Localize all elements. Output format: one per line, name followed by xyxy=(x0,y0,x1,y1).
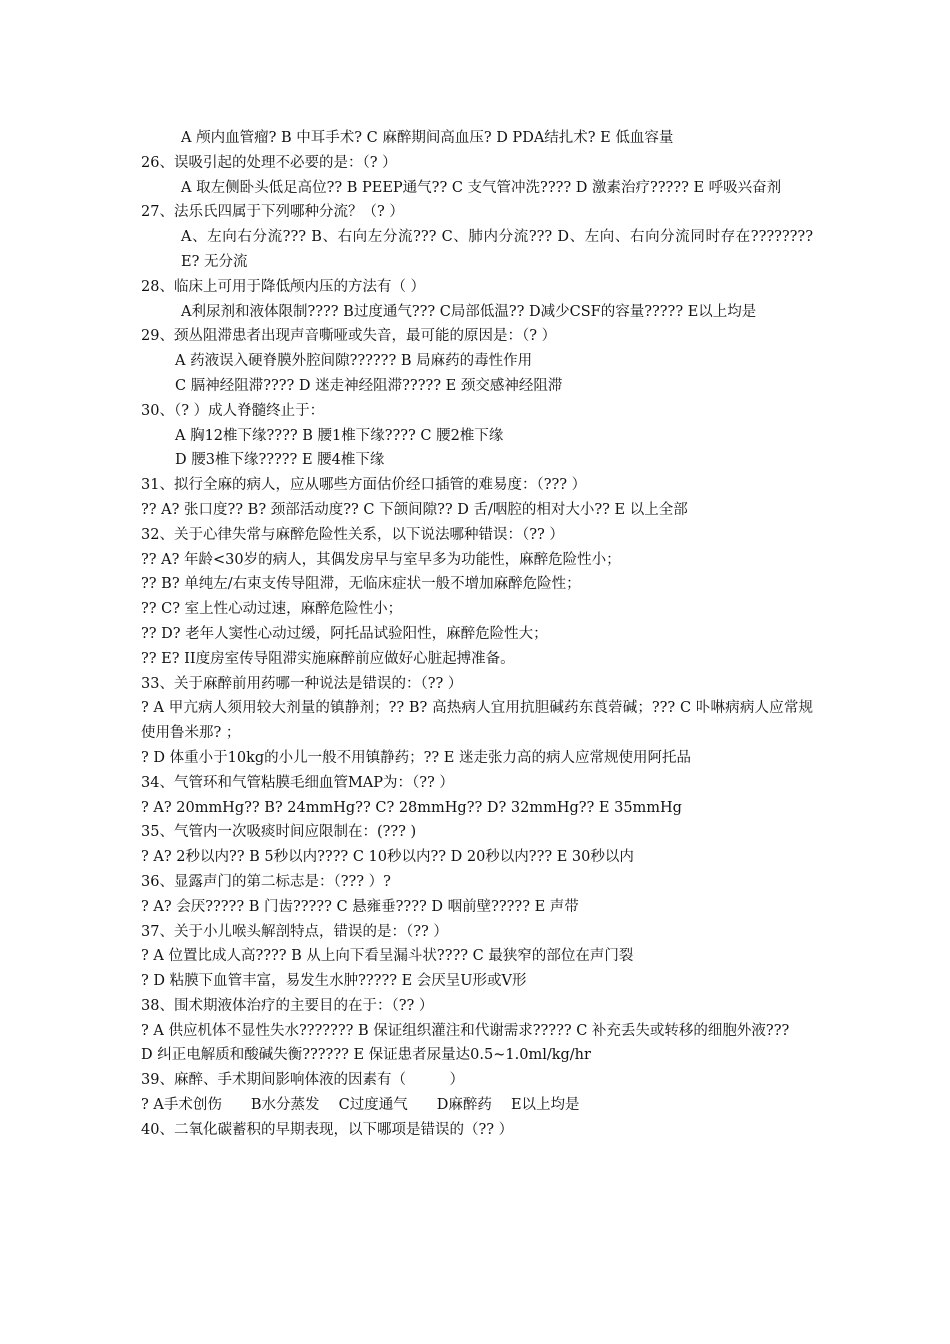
answer-options: A 颅内血管瘤? B 中耳手术? C 麻醉期间高血压? D PDA结扎术? E 低血容量 xyxy=(181,130,674,146)
answer-options: ? A? 会厌????? B 门齿????? C 悬雍垂???? D 咽前壁????? E 声带 xyxy=(141,898,579,915)
answer-options: ? D 粘膜下血管丰富，易发生水肿????? E 会厌呈U形或V形 xyxy=(141,973,527,990)
question-stem: 35、气管内一次吸痰时间应限制在：(??? ) xyxy=(141,824,417,841)
question-stem: 29、颈丛阻滞患者出现声音嘶哑或失音，最可能的原因是：（? ） xyxy=(141,328,557,345)
question-stem: 26、误吸引起的处理不必要的是：（? ） xyxy=(141,154,397,171)
answer-options: ? A 位置比成人高???? B 从上向下看呈漏斗状???? C 最狭窄的部位在声门裂 xyxy=(141,948,634,965)
question-stem: 33、关于麻醉前用药哪一种说法是错误的：（?? ） xyxy=(141,675,463,692)
question-stem: 32、关于心律失常与麻醉危险性关系，以下说法哪种错误：（?? ） xyxy=(141,526,564,543)
answer-options: ?? C? 室上性心动过速，麻醉危险性小； xyxy=(141,601,403,618)
answer-options: C 膈神经阻滞???? D 迷走神经阻滞????? E 颈交感神经阻滞 xyxy=(175,377,563,394)
question-stem: 37、关于小儿喉头解剖特点，错误的是：（?? ） xyxy=(141,923,448,940)
answer-options: ?? A? 年龄<30岁的病人，其偶发房早与室早多为功能性，麻醉危险性小； xyxy=(141,551,621,568)
answer-options: ?? A? 张口度?? B? 颈部活动度?? C 下颌间隙?? D 舌/咽腔的相对大小?? E 以上全部 xyxy=(141,501,688,518)
question-stem: 39、麻醉、手术期间影响体液的因素有（ ） xyxy=(141,1072,464,1089)
question-stem: 40、二氧化碳蓄积的早期表现，以下哪项是错误的（?? ） xyxy=(141,1121,514,1138)
answer-options: A利尿剂和液体限制???? B过度通气??? C局部低温?? D减少CSF的容量????? E以上均是 xyxy=(181,303,757,320)
answer-options: ? A? 20mmHg?? B? 24mmHg?? C? 28mmHg?? D? 32mmHg?? E 35mmHg xyxy=(141,799,682,816)
answer-options: ? A 供应机体不显性失水??????? B 保证组织灌注和代谢需求????? C 补充丢失或转移的细胞外液??? xyxy=(141,1022,790,1039)
answer-options: A、左向右分流??? B、右向左分流??? C、肺内分流??? D、左向、右向分流同时存在???????? E? 无分流 xyxy=(181,229,818,270)
question-stem: 30、（? ）成人脊髓终止于： xyxy=(141,402,325,419)
question-stem: 28、临床上可用于降低颅内压的方法有（ ） xyxy=(141,278,426,295)
answer-options: D 纠正电解质和酸碱失衡?????? E 保证患者尿量达0.5~1.0ml/kg/hr xyxy=(141,1047,591,1064)
answer-options: ?? B? 单纯左/右束支传导阻滞，无临床症状一般不增加麻醉危险性； xyxy=(141,576,581,593)
answer-options: A 药液误入硬脊膜外腔间隙?????? B 局麻药的毒性作用 xyxy=(175,353,533,370)
answer-options: ?? D? 老年人窦性心动过缓，阿托品试验阳性，麻醉危险性大； xyxy=(141,625,548,642)
question-stem: 34、气管环和气管粘膜毛细血管MAP为：（?? ） xyxy=(141,774,454,791)
question-stem: 36、显露声门的第二标志是：（??? ）? xyxy=(141,873,391,890)
answer-options: ? A 甲亢病人须用较大剂量的镇静剂；?? B? 高热病人宜用抗胆碱药东莨菪碱；??? C 卟啉病病人应常规使用鲁米那? ； xyxy=(141,700,813,742)
answer-options: A 胸12椎下缘???? B 腰1椎下缘???? C 腰2椎下缘 xyxy=(175,427,504,444)
answer-options: ? A? 2秒以内?? B 5秒以内???? C 10秒以内?? D 20秒以内??? E 30秒以内 xyxy=(141,849,634,866)
answer-options: ? A手术创伤 B水分蒸发 C过度通气 D麻醉药 E以上均是 xyxy=(141,1097,580,1114)
question-stem: 27、法乐氏四属于下列哪种分流？（? ） xyxy=(141,204,404,221)
answer-options: ? D 体重小于10kg的小儿一般不用镇静药；?? E 迷走张力高的病人应常规使用阿托品 xyxy=(141,749,691,766)
answer-options: A 取左侧卧头低足高位?? B PEEP通气?? C 支气管冲洗???? D 激素治疗????? E 呼吸兴奋剂 xyxy=(181,179,782,196)
answer-options: D 腰3椎下缘????? E 腰4椎下缘 xyxy=(175,452,385,469)
question-list xyxy=(141,126,818,1143)
question-stem: 31、拟行全麻的病人，应从哪些方面估价经口插管的难易度：（??? ） xyxy=(141,477,587,494)
answer-options: ?? E? II度房室传导阻滞实施麻醉前应做好心脏起搏准备。 xyxy=(141,650,515,667)
question-stem: 38、围术期液体治疗的主要目的在于：（?? ） xyxy=(141,997,434,1014)
